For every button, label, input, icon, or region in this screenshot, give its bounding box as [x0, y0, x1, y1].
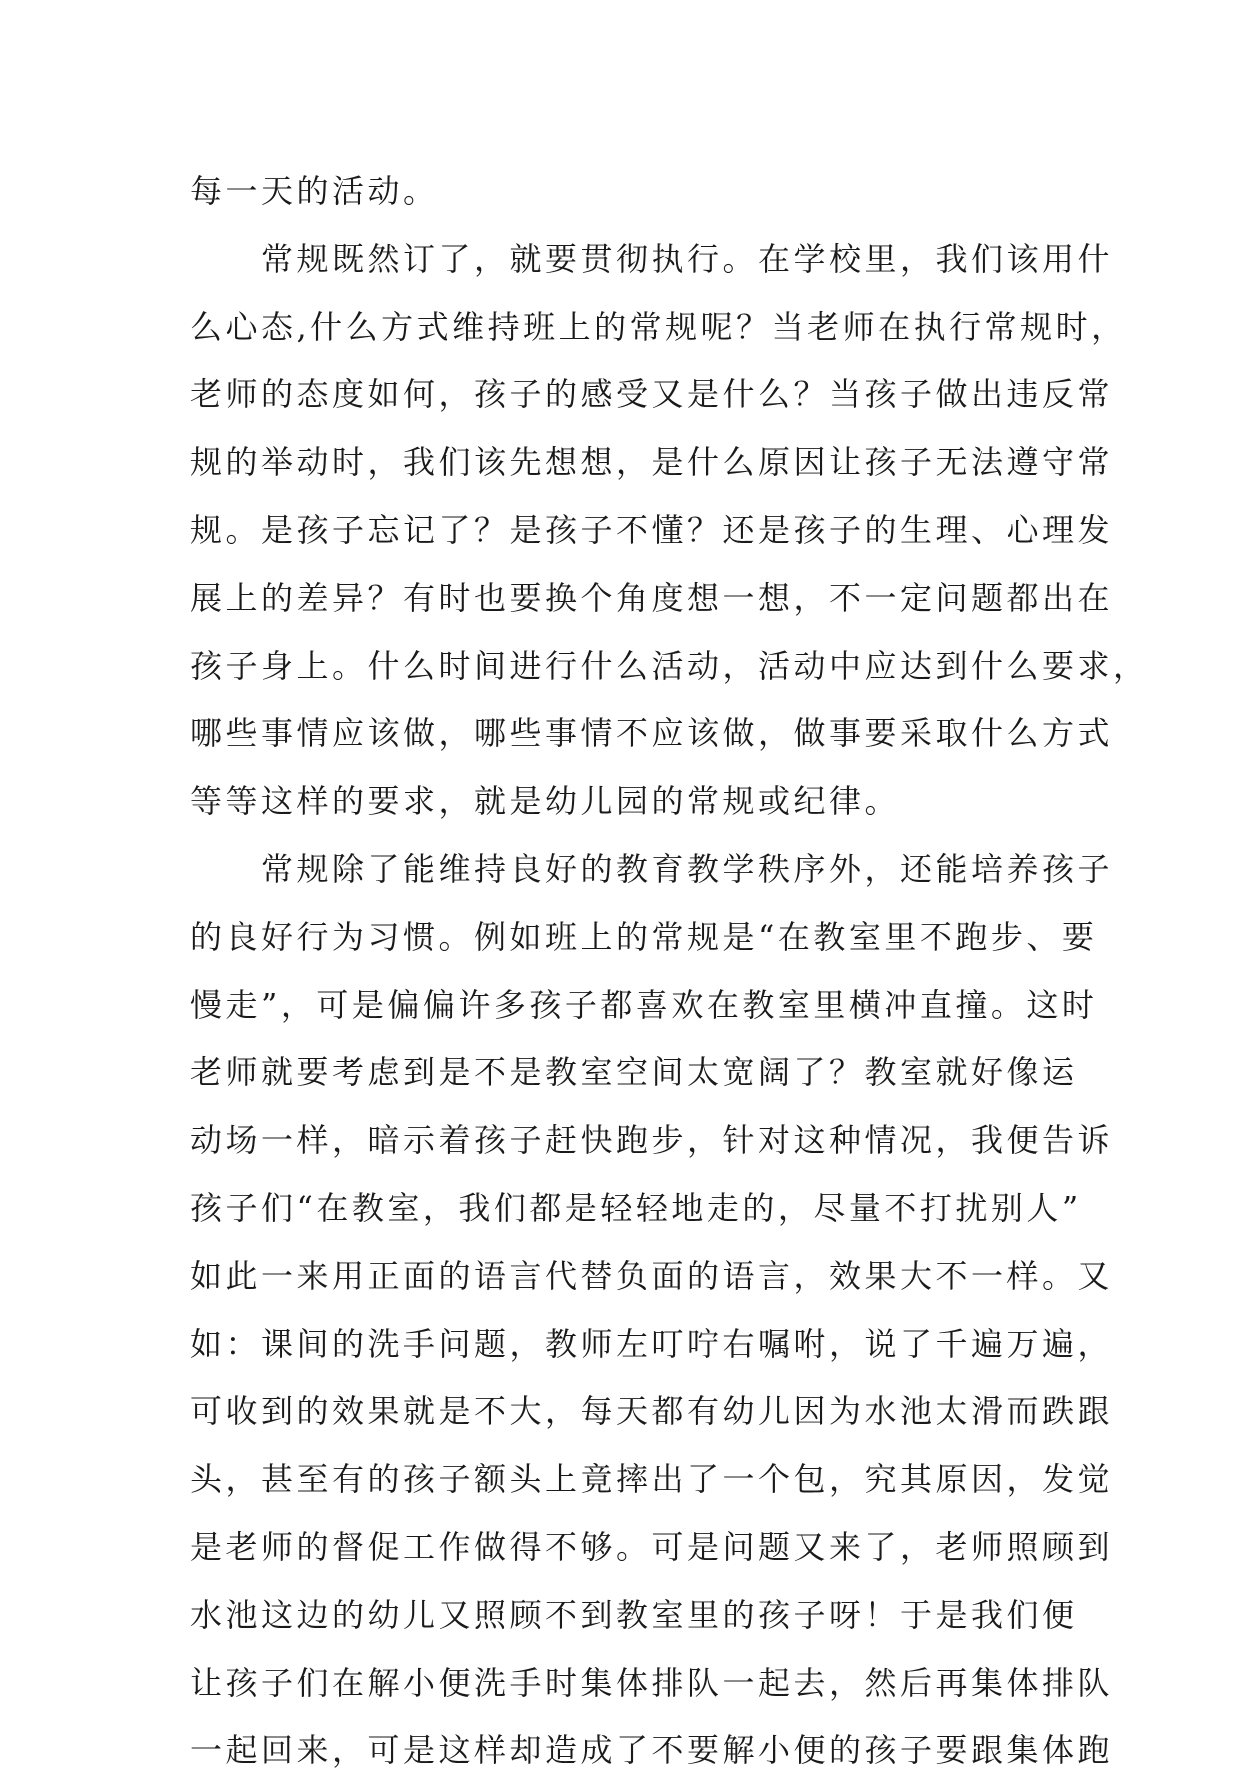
- text-line: 一起回来，可是这样却造成了不要解小便的孩子要跟集体跑: [190, 1731, 1114, 1770]
- text-line: 让孩子们在解小便洗手时集体排队一起去，然后再集体排队: [190, 1663, 1114, 1702]
- text-line: 如：课间的洗手问题，教师左叮咛右嘱咐，说了千遍万遍，: [190, 1324, 1114, 1363]
- text-line: 头，甚至有的孩子额头上竟摔出了一个包，究其原因，发觉: [190, 1460, 1114, 1499]
- text-line: 规的举动时，我们该先想想，是什么原因让孩子无法遵守常: [190, 443, 1114, 482]
- text-line: 规。是孩子忘记了？是孩子不懂？还是孩子的生理、心理发: [190, 510, 1114, 549]
- text-line: 慢走”，可是偏偏许多孩子都喜欢在教室里横冲直撞。这时: [190, 985, 1098, 1024]
- text-line: 可收到的效果就是不大，每天都有幼儿因为水池太滑而跌跟: [190, 1392, 1114, 1431]
- text-line: 每一天的活动。: [190, 172, 439, 210]
- text-line: 孩子们“在教室，我们都是轻轻地走的，尽量不打扰别人”: [190, 1188, 1082, 1227]
- text-line: 么心态,什么方式维持班上的常规呢？当老师在执行常规时，: [190, 307, 1127, 346]
- text-line: 如此一来用正面的语言代替负面的语言，效果大不一样。又: [190, 1256, 1114, 1295]
- text-line: 动场一样，暗示着孩子赶快跑步，针对这种情况，我便告诉: [190, 1121, 1114, 1160]
- text-line: 水池这边的幼儿又照顾不到教室里的孩子呀！于是我们便: [190, 1595, 1078, 1634]
- text-line: 的良好行为习惯。例如班上的常规是“在教室里不跑步、要: [190, 917, 1098, 956]
- text-line: 等等这样的要求，就是幼儿园的常规或纪律。: [190, 782, 901, 821]
- text-line: 常规既然订了，就要贯彻执行。在学校里，我们该用什: [190, 239, 1114, 278]
- text-line: 展上的差异？有时也要换个角度想一想，不一定问题都出在: [190, 578, 1114, 617]
- text-line: 老师就要考虑到是不是教室空间太宽阔了？教室就好像运: [190, 1053, 1078, 1092]
- text-line: 是老师的督促工作做得不够。可是问题又来了，老师照顾到: [190, 1527, 1114, 1566]
- text-line: 孩子身上。什么时间进行什么活动，活动中应达到什么要求，: [190, 646, 1149, 685]
- text-line: 老师的态度如何，孩子的感受又是什么？当孩子做出违反常: [190, 375, 1114, 414]
- text-line: 哪些事情应该做，哪些事情不应该做，做事要采取什么方式: [190, 714, 1114, 753]
- body-text: [190, 158, 1149, 1785]
- text-line: 常规除了能维持良好的教育教学秩序外，还能培养孩子: [190, 849, 1114, 888]
